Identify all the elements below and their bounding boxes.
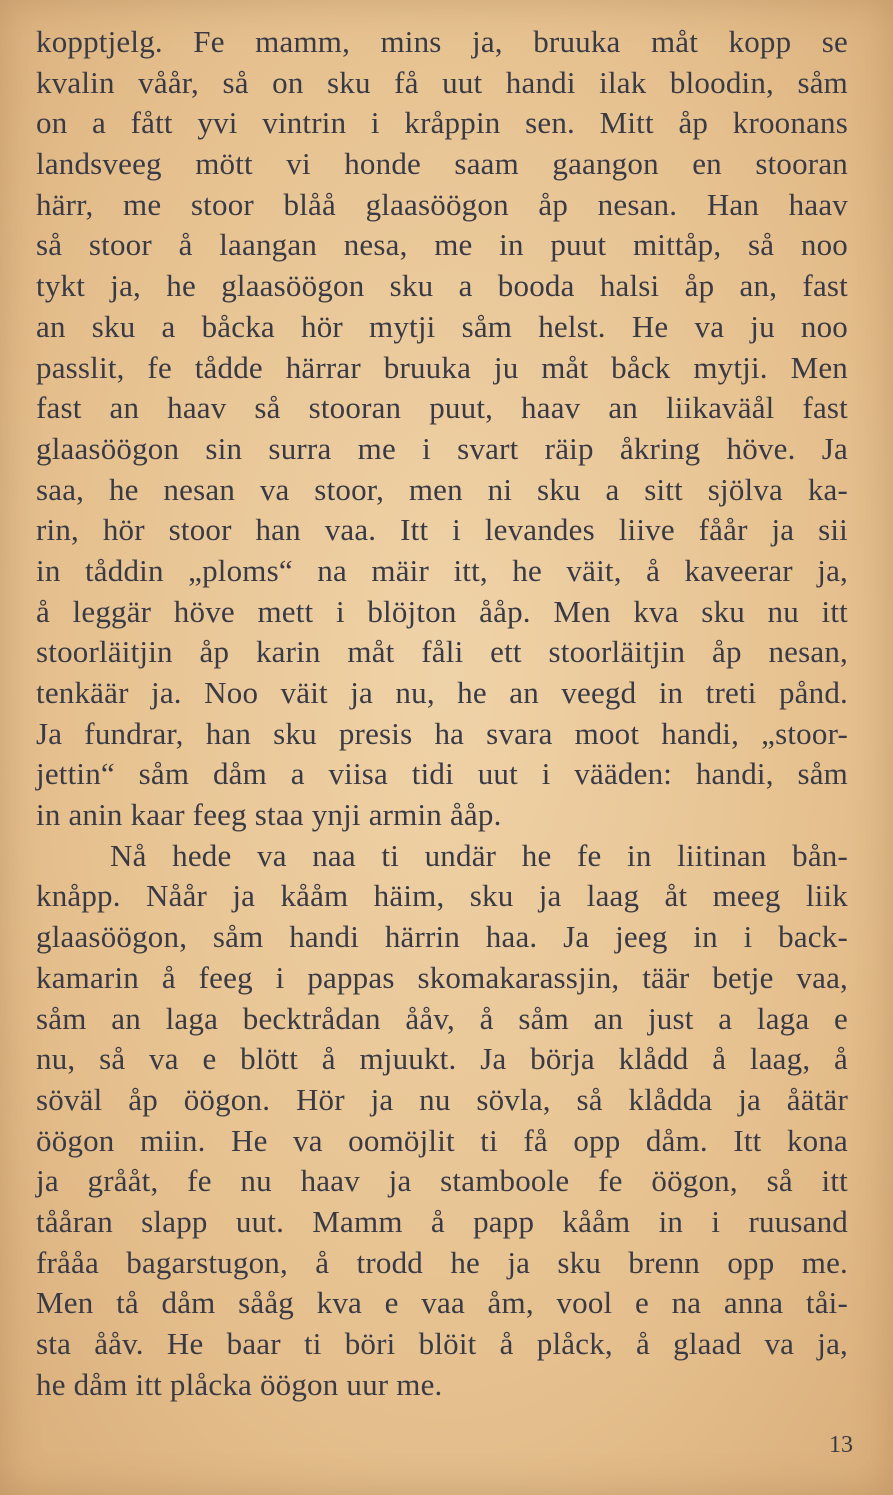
text-line: frååa bagarstugon, å trodd he ja sku brenn opp me. — [36, 1244, 848, 1280]
text-line: rin, hör stoor han vaa. Itt i levandes liive fåår ja sii — [36, 512, 848, 548]
text-line: Nå hede va naa ti undär he fe in liitinan bån- — [110, 837, 848, 873]
text-line: in anin kaar feeg staa ynji armin ååp. — [36, 797, 502, 833]
text-line: stoorläitjin åp karin måt fåli ett stoorläitjin åp nesan, — [36, 634, 848, 670]
text-line: nu, så va e blött å mjuukt. Ja börja klådd å laag, å — [36, 1041, 848, 1077]
text-line: fast an haav så stooran puut, haav an liikaväål fast — [36, 390, 848, 426]
text-line: in tåddin „ploms“ na mäir itt, he väit, å kaveerar ja, — [36, 552, 848, 588]
text-line: tykt ja, he glaasöögon sku a booda halsi åp an, fast — [36, 268, 848, 304]
text-line: glaasöögon sin surra me i svart räip åkring höve. Ja — [36, 430, 848, 466]
text-line: Ja fundrar, han sku presis ha svara moot handi, „stoor- — [36, 715, 848, 751]
text-line: jettin“ såm dåm a viisa tidi uut i vääden: handi, såm — [36, 756, 848, 792]
text-line: saa, he nesan va stoor, men ni sku a sitt sjölva ka- — [36, 471, 848, 507]
text-line: tenkäär ja. Noo väit ja nu, he an veegd in treti pånd. — [36, 675, 848, 710]
text-line: on a fått yvi vintrin i kråppin sen. Mitt åp kroonans — [36, 105, 848, 141]
text-line: ja grååt, fe nu haav ja stamboole fe öögon, så itt — [36, 1163, 848, 1199]
text-line: kvalin våår, så on sku få uut handi ilak bloodin, såm — [36, 64, 848, 100]
text-line: härr, me stoor blåå glaasöögon åp nesan. Han haav — [36, 186, 848, 222]
text-line: så stoor å laangan nesa, me in puut mittåp, så noo — [36, 227, 848, 263]
text-line: glaasöögon, såm handi härrin haa. Ja jeeg in i back- — [36, 919, 848, 955]
body-text — [36, 22, 848, 1405]
text-line: he dåm itt plåcka öögon uur me. — [36, 1366, 443, 1402]
text-line: kopptjelg. Fe mamm, mins ja, bruuka måt kopp se — [36, 24, 848, 59]
text-line: Men tå dåm sååg kva e vaa åm, vool e na anna tåi- — [36, 1285, 848, 1321]
text-line: söväl åp öögon. Hör ja nu sövla, så klådda ja åätär — [36, 1081, 848, 1117]
text-line: an sku a båcka hör mytji såm helst. He va ju noo — [36, 308, 848, 344]
text-line: öögon miin. He va oomöjlit ti få opp dåm. Itt kona — [36, 1122, 848, 1158]
page-number: 13 — [829, 1432, 853, 1458]
text-line: såm an laga becktrådan ååv, å såm an just a laga e — [36, 1000, 848, 1036]
text-line: passlit, fe tådde härrar bruuka ju måt båck mytji. Men — [36, 349, 848, 385]
text-line: knåpp. Nåår ja kååm häim, sku ja laag åt meeg liik — [36, 878, 848, 914]
text-line: tååran slapp uut. Mamm å papp kååm in i ruusand — [36, 1203, 848, 1239]
text-line: sta ååv. He baar ti böri blöit å plåck, å glaad va ja, — [36, 1326, 848, 1361]
text-line: kamarin å feeg i pappas skomakarassjin, täär betje vaa, — [36, 959, 848, 995]
text-line: å leggär höve mett i blöjton ååp. Men kva sku nu itt — [36, 593, 848, 629]
text-line: landsveeg mött vi honde saam gaangon en stooran — [36, 146, 848, 182]
